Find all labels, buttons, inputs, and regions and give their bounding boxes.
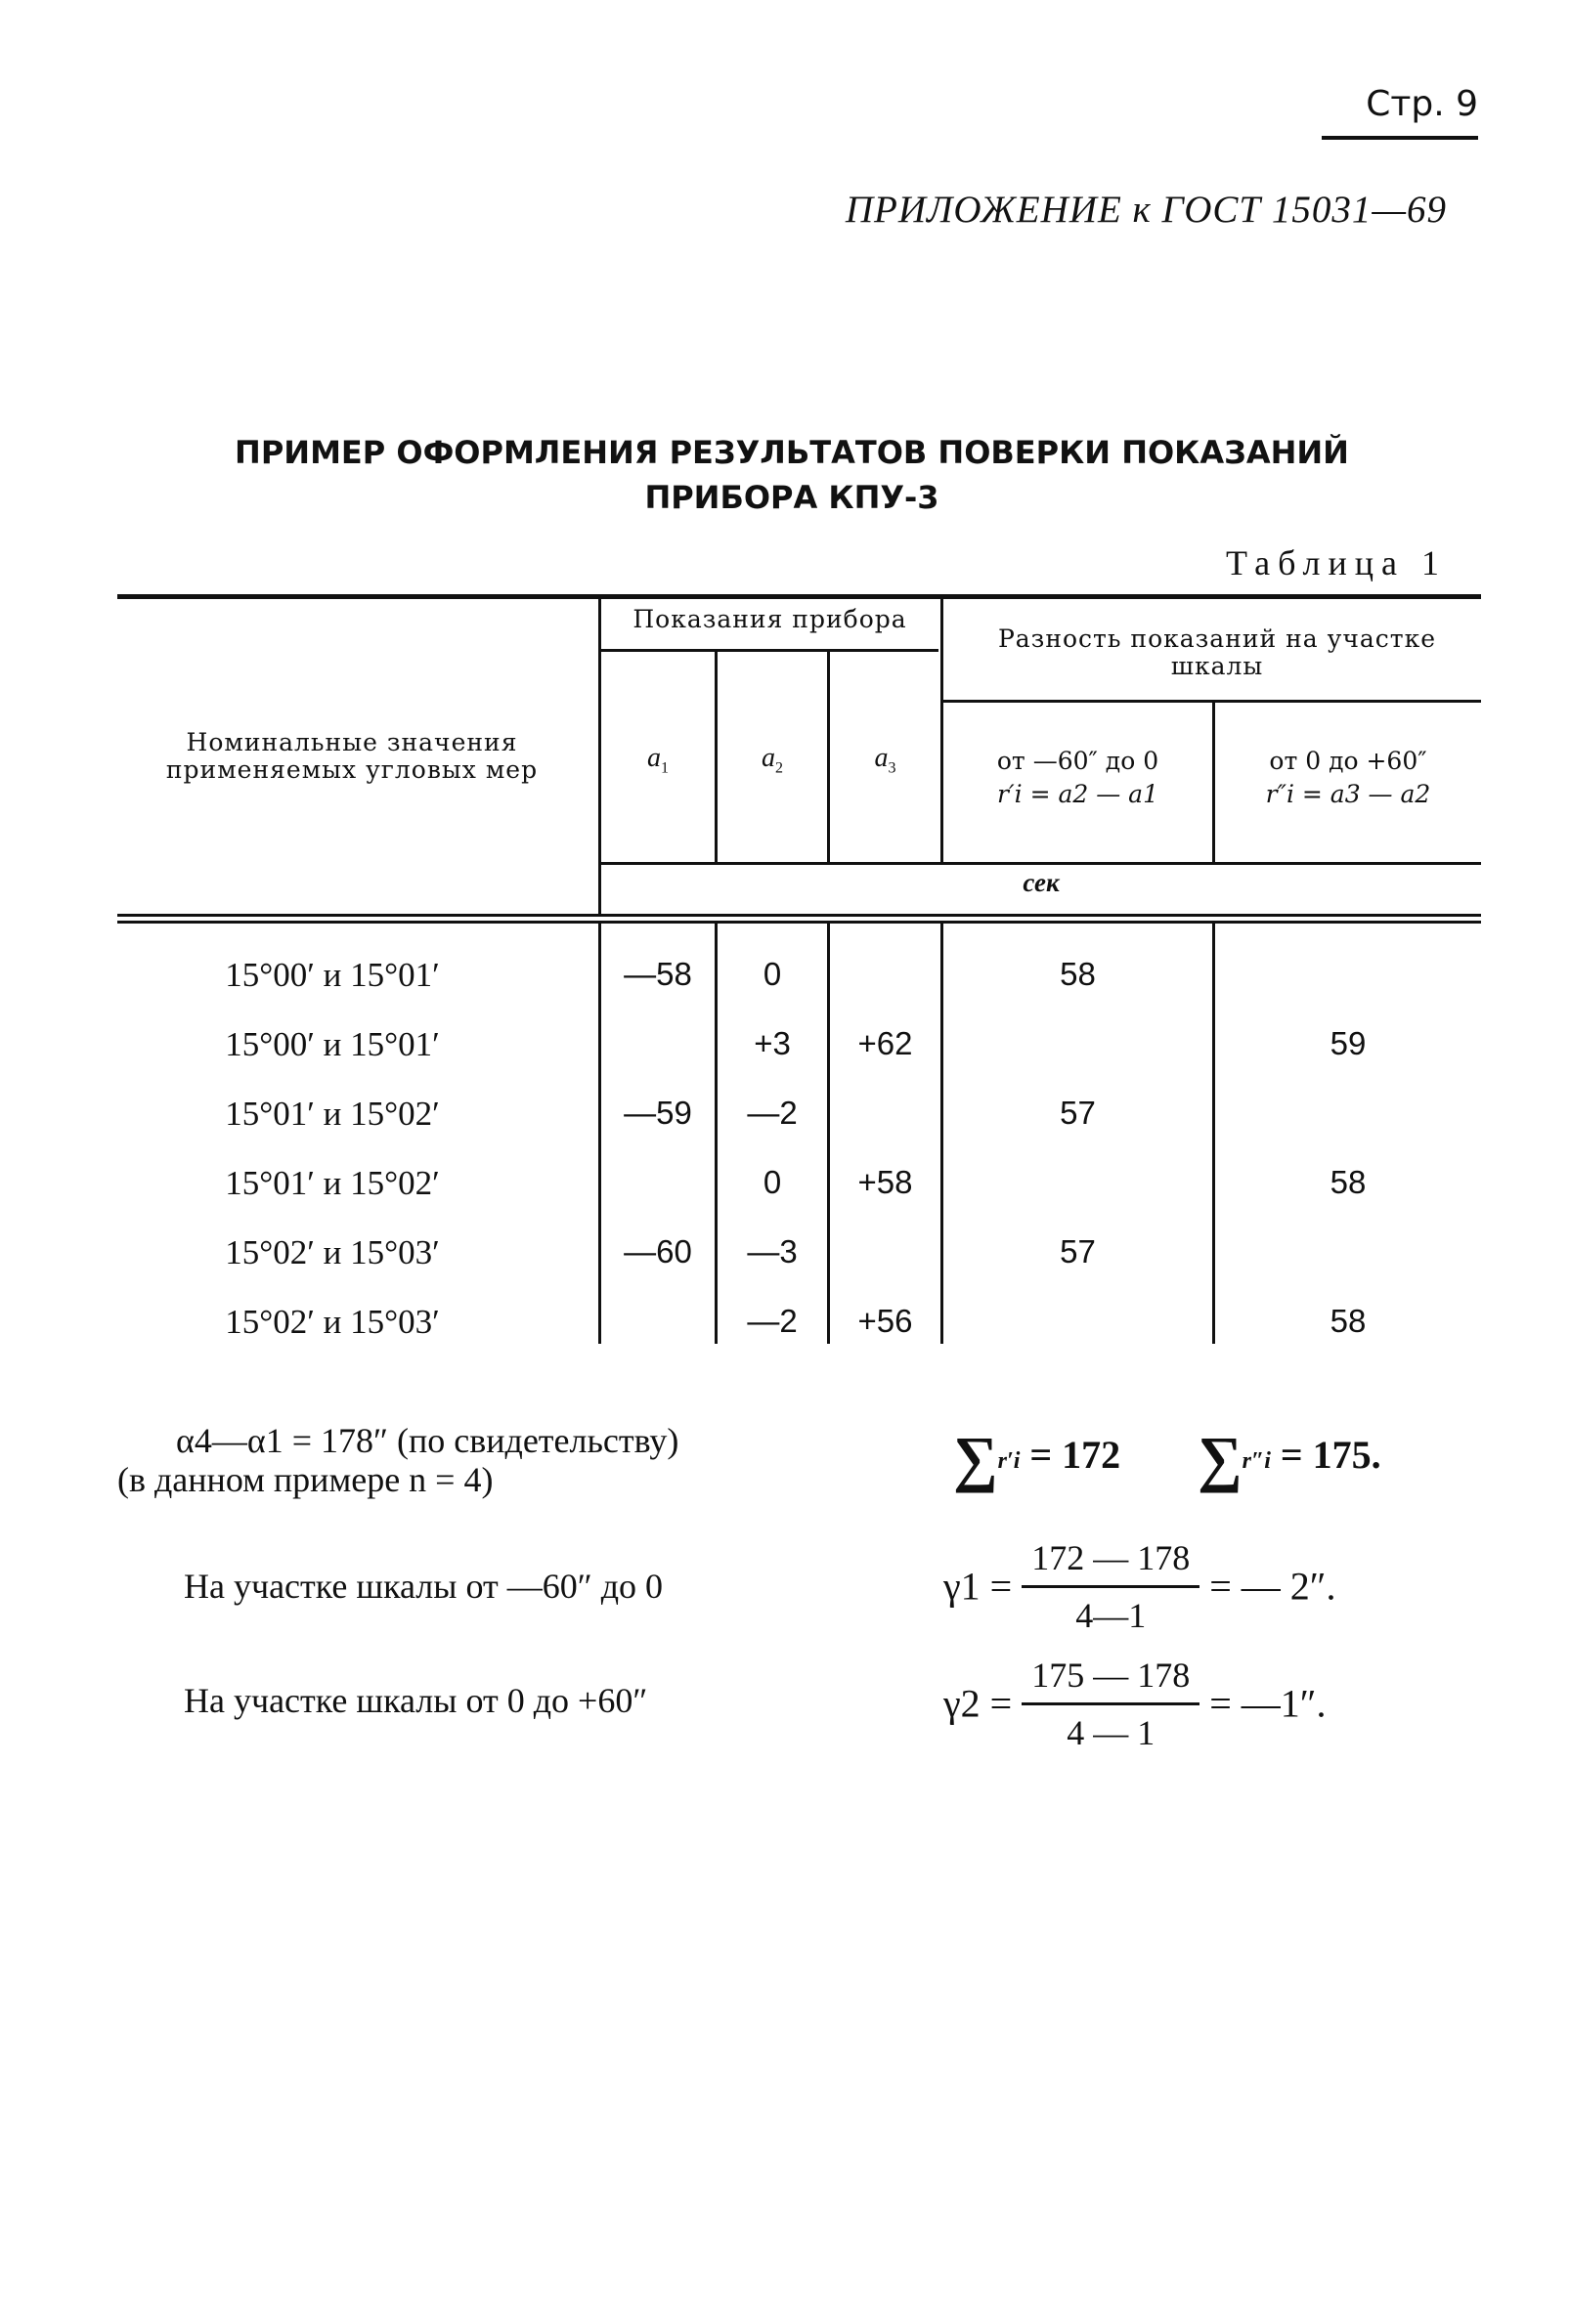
range1-formula: r′i = a2 — a1 [997, 780, 1158, 808]
certificate-note: α4—α1 = 178″ (по свидетельству) [176, 1421, 679, 1460]
table-caption: Таблица 1 [1226, 543, 1447, 582]
appendix-heading: ПРИЛОЖЕНИЕ к ГОСТ 15031—69 [845, 189, 1447, 231]
gamma1-denominator: 4—1 [1075, 1596, 1147, 1635]
table-top-rule [117, 594, 1481, 599]
gamma2-fraction [1022, 1652, 1199, 1756]
gamma2-label: γ2 = [943, 1681, 1013, 1726]
gamma1-fraction [1022, 1534, 1199, 1639]
page-number-rule [1322, 136, 1478, 140]
nominal-cell: 15°02′ и 15°03′ [225, 1233, 440, 1271]
sum-1-value: = 172 [1029, 1433, 1121, 1477]
nominal-column-header: Номинальные значения применяемых угловых мер [165, 728, 539, 784]
sum-sign-icon: ∑ [1198, 1423, 1243, 1493]
a2-cell: 0 [763, 1164, 782, 1200]
nominal-cell: 15°00′ и 15°01′ [225, 956, 440, 994]
body-divider-a2-a3 [827, 924, 830, 1344]
a2-cell: 0 [763, 956, 782, 992]
a3-cell: +58 [857, 1164, 913, 1200]
sum-2-value: = 175. [1280, 1433, 1381, 1477]
diff1-cell: 58 [1060, 956, 1096, 992]
gamma1-formula [943, 1534, 1335, 1639]
diff2-cell: 59 [1330, 1025, 1367, 1061]
gamma2-result: = —1″. [1209, 1681, 1327, 1726]
range1-header [943, 745, 1212, 811]
unit-label: сек [1023, 868, 1060, 897]
gamma2-numerator: 175 — 178 [1022, 1652, 1199, 1705]
col-divider-group [940, 599, 943, 863]
sum-formula-2 [1198, 1423, 1381, 1493]
a1-cell: —60 [624, 1233, 692, 1270]
header-bottom-rule-1 [117, 914, 1481, 917]
sum-2-subscript: r″i [1242, 1448, 1271, 1474]
header-a3: $a_3$ [874, 743, 896, 777]
header-a2: $a_2$ [762, 743, 783, 777]
nominal-cell: 15°01′ и 15°02′ [225, 1095, 440, 1133]
a3-cell: +56 [857, 1303, 913, 1339]
diff2-cell: 58 [1330, 1303, 1367, 1339]
gamma2-formula [943, 1652, 1326, 1756]
nominal-cell: 15°01′ и 15°02′ [225, 1164, 440, 1202]
diff1-cell: 57 [1060, 1095, 1096, 1131]
gamma1-label: γ1 = [943, 1564, 1013, 1609]
gamma2-denominator: 4 — 1 [1067, 1713, 1156, 1752]
range2-note: На участке шкалы от 0 до +60″ [184, 1681, 648, 1720]
header-bottom-rule-2 [117, 921, 1481, 924]
title-line-1: ПРИМЕР ОФОРМЛЕНИЯ РЕЗУЛЬТАТОВ ПОВЕРКИ ПОКАЗАНИЙ [235, 434, 1349, 471]
gamma1-numerator: 172 — 178 [1022, 1534, 1199, 1588]
title-line-2: ПРИБОРА КПУ-3 [644, 479, 939, 516]
example-note: (в данном примере n = 4) [117, 1460, 494, 1499]
difference-group-header: Разность показаний на участке шкалы [997, 624, 1437, 680]
a2-cell: —3 [747, 1233, 798, 1270]
a1-cell: —58 [624, 956, 692, 992]
a2-cell: —2 [747, 1095, 798, 1131]
a1-cell: —59 [624, 1095, 692, 1131]
nominal-cell: 15°02′ и 15°03′ [225, 1303, 440, 1341]
a3-cell: +62 [857, 1025, 913, 1061]
readings-group-header: Показания прибора [632, 605, 907, 633]
nominal-cell: 15°00′ и 15°01′ [225, 1025, 440, 1063]
diff2-cell: 58 [1330, 1164, 1367, 1200]
range2-formula: r″i = a3 — a2 [1265, 780, 1431, 808]
range1-title: от —60″ до 0 [996, 747, 1159, 775]
a2-cell: —2 [747, 1303, 798, 1339]
body-divider-ranges [1212, 924, 1215, 1344]
sum-sign-icon: ∑ [953, 1423, 998, 1493]
header-a1: $a_1$ [647, 743, 669, 777]
range2-header [1215, 745, 1481, 811]
sum-1-subscript: r′i [997, 1448, 1021, 1474]
document-title [176, 430, 1408, 520]
range1-note: На участке шкалы от —60″ до 0 [184, 1567, 664, 1606]
gamma1-result: = — 2″. [1209, 1564, 1336, 1609]
sum-formula-1 [953, 1423, 1121, 1493]
a2-cell: +3 [754, 1025, 791, 1061]
page-number: Стр. 9 [1366, 84, 1478, 124]
diff1-cell: 57 [1060, 1233, 1096, 1270]
range2-title: от 0 до +60″ [1269, 747, 1427, 775]
readings-group-rule [601, 649, 938, 652]
unit-top-rule [601, 862, 1481, 865]
